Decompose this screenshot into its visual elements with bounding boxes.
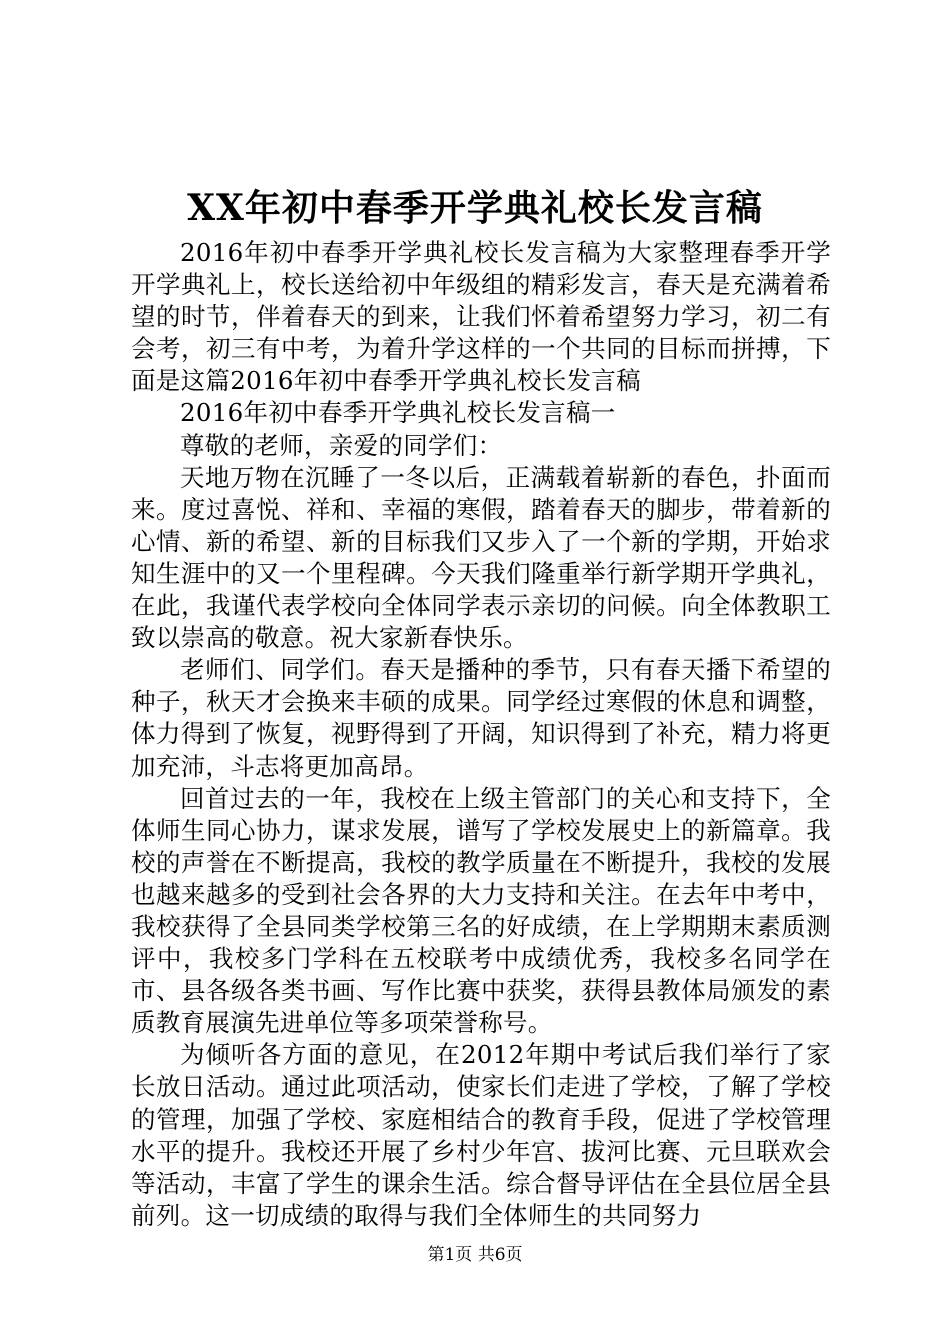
document-title: XX年初中春季开学典礼校长发言稿 <box>187 187 763 229</box>
paragraph-spring-greeting: 天地万物在沉睡了一冬以后，正满载着崭新的春色，扑面而来。度过喜悦、祥和、幸福的寒假，踏着春天的脚步，带着新的心情、新的希望、新的目标我们又步入了一个新的学期，开始求知生涯中的又一个里程碑。今天我们隆重举行新学期开学典礼，在此，我谨代表学校向全体同学表示亲切的问候。向全体教职工致以崇高的敬意。祝大家新春快乐。 <box>131 462 831 653</box>
document-body <box>131 237 831 1232</box>
paragraph-intro: 2016年初中春季开学典礼校长发言稿为大家整理春季开学开学典礼上，校长送给初中年级组的精彩发言，春天是充满着希望的时节，伴着春天的到来，让我们怀着希望努力学习，初二有会考，初三有中考，为着升学这样的一个共同的目标而拼搏，下面是这篇2016年初中春季开学典礼校长发言稿 <box>131 238 831 396</box>
paragraph-salutation: 尊敬的老师，亲爱的同学们： <box>180 430 503 460</box>
paragraph-spring-sowing: 老师们、同学们。春天是播种的季节，只有春天播下希望的种子，秋天才会换来丰硕的成果。同学经过寒假的休息和调整，体力得到了恢复，视野得到了开阔，知识得到了补充，精力将更加充沛，斗志将更加高昂。 <box>131 655 831 781</box>
page-number-footer: 第1页 共6页 <box>427 1245 523 1265</box>
paragraph-activities: 为倾听各方面的意见，在2012年期中考试后我们举行了家长放日活动。通过此项活动，使家长们走进了学校，了解了学校的管理，加强了学校、家庭相结合的教育手段，促进了学校管理水平的提升。我校还开展了乡村少年宫、拔河比赛、元旦联欢会等活动，丰富了学生的课余生活。综合督导评估在全县位居全县前列。这一切成绩的取得与我们全体师生的共同努力 <box>131 1040 831 1230</box>
paragraph-review: 回首过去的一年，我校在上级主管部门的关心和支持下，全体师生同心协力，谋求发展，谱写了学校发展史上的新篇章。我校的声誉在不断提高，我校的教学质量在不断提升，我校的发展也越来越多的受到社会各界的大力支持和关注。在去年中考中，我校获得了全县同类学校第三名的好成绩，在上学期期末素质测评中，我校多门学科在五校联考中成绩优秀，我校多名同学在市、县各级各类书画、写作比赛中获奖，获得县教体局颁发的素质教育展演先进单位等多项荣誉称号。 <box>131 783 831 1038</box>
paragraph-subtitle: 2016年初中春季开学典礼校长发言稿一 <box>180 398 616 428</box>
